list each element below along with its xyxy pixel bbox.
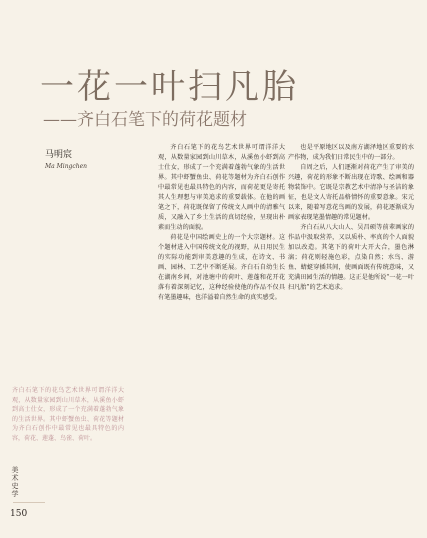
author-name: 马明宸 bbox=[45, 150, 73, 160]
folio-divider bbox=[13, 502, 45, 503]
image-caption: 齐白石笔下的花鸟艺术世界可谓洋洋大观，从数量家园到山川草木，从溪鱼小虾到高士仕女，形成了一个充满着蓬勃气象的生活世界。其中虾蟹鱼虫、荷花等题材为齐白石创作中最常见也最具特色的内容，荷花、莲蓬、鸟雀、荷叶。 bbox=[12, 387, 124, 442]
section-label: 美术史学 bbox=[11, 466, 19, 498]
right-text-column bbox=[288, 143, 414, 528]
left-paragraph-2: 荷花是中国绘画史上的一个大宗题材。这个题材进入中国传统文化的视野，从日用民生的实际功能到审美意趣的生成，在诗文、书画、园林、工艺中不断延展。齐白石自幼生长在湖南乡间，对池塘中的荷叶、莲蓬和花开花落有着深刻记忆，这种经验使他的作品不仅具有笔墨趣味，也洋溢着自然生命的真实感受。 bbox=[158, 234, 285, 301]
article-subtitle: ——齐白石笔下的荷花题材 bbox=[43, 110, 247, 130]
left-text-column bbox=[158, 143, 285, 528]
left-paragraph-1: 齐白石笔下的花鸟艺术世界可谓洋洋大观，从数量家园到山川草木，从溪鱼小虾到高士仕女，形成了一个充满着蓬勃气象的生活世界。其中虾蟹鱼虫、荷花等题材为齐白石创作中最常见也最具特色的内容，而荷花更是寄托其人生理想与审美追求的重要载体。在他的画笔之下，荷花既保留了传统文人画中的清雅气质，又融入了乡土生活的真切经验，呈现出朴素而生动的面貌。 bbox=[158, 144, 285, 231]
right-paragraph-3: 齐白石从八大山人、吴昌硕等前辈画家的作品中汲取营养，又以质朴、率真的个人面貌加以改造。其笔下的荷叶大开大合，墨色淋漓；荷花则轻施色彩，点染自然；水鸟、游鱼、蜻蜓穿插其间，使画面既有传统意味，又充满田园生活的情趣。这正是他所说“一花一叶扫凡胎”的艺术追求。 bbox=[288, 224, 414, 291]
author-pinyin: Ma Mingchen bbox=[45, 162, 88, 170]
author-block bbox=[45, 150, 145, 170]
right-paragraph-1: 也是平原地区以及南方湖泽地区重要的水产作物，成为我们日常民生中的一部分。 bbox=[288, 144, 414, 161]
right-paragraph-2: 自周之后，人们逐渐对荷花产生了审美的兴趣，荷花的形象不断出现在诗歌、绘画和器物装饰中。它既是宗教艺术中清净与圣洁的象征，也是文人寄托品格情怀的重要意象。宋元以来，随着写意花鸟画的发展，荷花逐渐成为画家表现笔墨情趣的常见题材。 bbox=[288, 164, 414, 221]
article-title: 一花一叶扫凡胎 bbox=[40, 67, 299, 107]
page-number: 150 bbox=[10, 509, 28, 519]
